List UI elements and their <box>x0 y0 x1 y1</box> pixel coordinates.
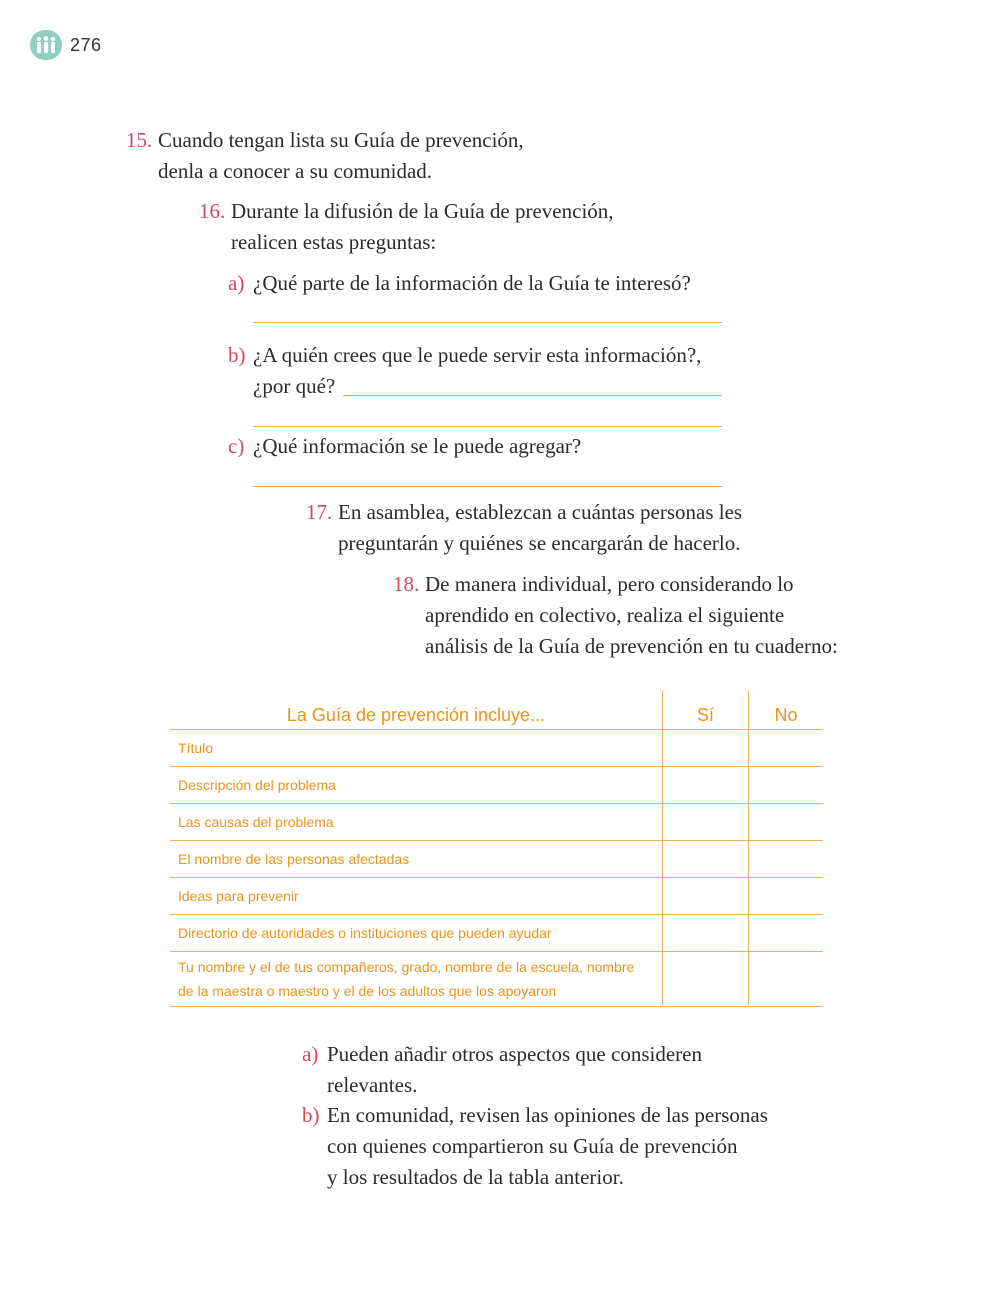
row-label <box>170 952 663 1007</box>
item-16 <box>199 196 614 258</box>
item-15 <box>126 125 524 187</box>
note-letter: a) <box>302 1042 319 1066</box>
item-number: 15. <box>126 128 153 152</box>
yes-cell[interactable] <box>663 730 749 767</box>
item-text: En asamblea, establezcan a cuántas personas les <box>338 500 743 524</box>
row-label: Ideas para prevenir <box>170 878 663 915</box>
question-text: ¿Qué parte de la información de la Guía te interesó? <box>253 271 691 295</box>
item-17 <box>306 497 742 559</box>
question-text: ¿Qué información se le puede agregar? <box>253 434 582 458</box>
question-letter: b) <box>228 343 246 367</box>
yes-cell[interactable] <box>663 767 749 804</box>
yes-cell[interactable] <box>663 878 749 915</box>
question-text: ¿A quién crees que le puede servir esta información?, <box>253 343 702 367</box>
answer-line[interactable] <box>253 426 722 427</box>
final-a <box>302 1039 702 1101</box>
yes-cell[interactable] <box>663 841 749 878</box>
table-row <box>170 804 823 841</box>
item-text: realicen estas preguntas: <box>231 230 437 254</box>
row-label-line: Tu nombre y el de tus compañeros, grado, nombre de la escuela, nombre <box>178 959 635 975</box>
item-text: Cuando tengan lista su Guía de prevención, <box>158 128 524 152</box>
item-text: Durante la difusión de la Guía de prevención, <box>231 199 614 223</box>
no-cell[interactable] <box>749 878 824 915</box>
question-letter: c) <box>228 434 245 458</box>
answer-line[interactable] <box>253 486 722 487</box>
question-a <box>228 268 691 299</box>
no-cell[interactable] <box>749 804 824 841</box>
note-text: con quienes compartieron su Guía de prevención <box>327 1134 738 1158</box>
no-cell[interactable] <box>749 841 824 878</box>
table-header-no: No <box>749 690 824 730</box>
page-number: 276 <box>70 34 102 55</box>
yes-cell[interactable] <box>663 915 749 952</box>
table-header-aspect: La Guía de prevención incluye... <box>170 690 663 730</box>
note-text: y los resultados de la tabla anterior. <box>327 1165 624 1189</box>
final-b <box>302 1100 768 1193</box>
table-row <box>170 915 823 952</box>
note-text: Pueden añadir otros aspectos que consideren <box>327 1042 702 1066</box>
item-number: 18. <box>393 572 420 596</box>
answer-line[interactable] <box>343 395 722 396</box>
prevention-guide-table <box>170 690 823 1007</box>
item-18 <box>393 569 838 662</box>
table-row <box>170 952 823 1007</box>
table-row <box>170 841 823 878</box>
row-label: El nombre de las personas afectadas <box>170 841 663 878</box>
item-text: aprendido en colectivo, realiza el siguiente <box>425 603 785 627</box>
item-text: análisis de la Guía de prevención en tu cuaderno: <box>425 634 838 658</box>
item-number: 17. <box>306 500 333 524</box>
question-letter: a) <box>228 271 245 295</box>
table-header-yes: Sí <box>663 690 749 730</box>
no-cell[interactable] <box>749 730 824 767</box>
note-letter: b) <box>302 1103 320 1127</box>
item-text: De manera individual, pero considerando lo <box>425 572 794 596</box>
table-row <box>170 767 823 804</box>
yes-cell[interactable] <box>663 804 749 841</box>
page-header <box>30 30 102 60</box>
no-cell[interactable] <box>749 767 824 804</box>
row-label: Título <box>170 730 663 767</box>
note-text: relevantes. <box>327 1073 418 1097</box>
question-b <box>228 340 701 402</box>
row-label: Directorio de autoridades o instituciones que pueden ayudar <box>170 915 663 952</box>
item-text: preguntarán y quiénes se encargarán de hacerlo. <box>338 531 741 555</box>
row-label: Las causas del problema <box>170 804 663 841</box>
question-text: ¿por qué? <box>253 374 336 398</box>
question-c <box>228 431 581 462</box>
yes-cell[interactable] <box>663 952 749 1007</box>
row-label-line: de la maestra o maestro y el de los adultos que los apoyaron <box>178 983 557 999</box>
no-cell[interactable] <box>749 915 824 952</box>
table-row <box>170 878 823 915</box>
item-text: denla a conocer a su comunidad. <box>158 159 433 183</box>
table-row <box>170 730 823 767</box>
children-group-icon <box>30 30 62 60</box>
note-text: En comunidad, revisen las opiniones de las personas <box>327 1103 768 1127</box>
answer-line[interactable] <box>253 322 722 323</box>
item-number: 16. <box>199 199 226 223</box>
no-cell[interactable] <box>749 952 824 1007</box>
row-label: Descripción del problema <box>170 767 663 804</box>
